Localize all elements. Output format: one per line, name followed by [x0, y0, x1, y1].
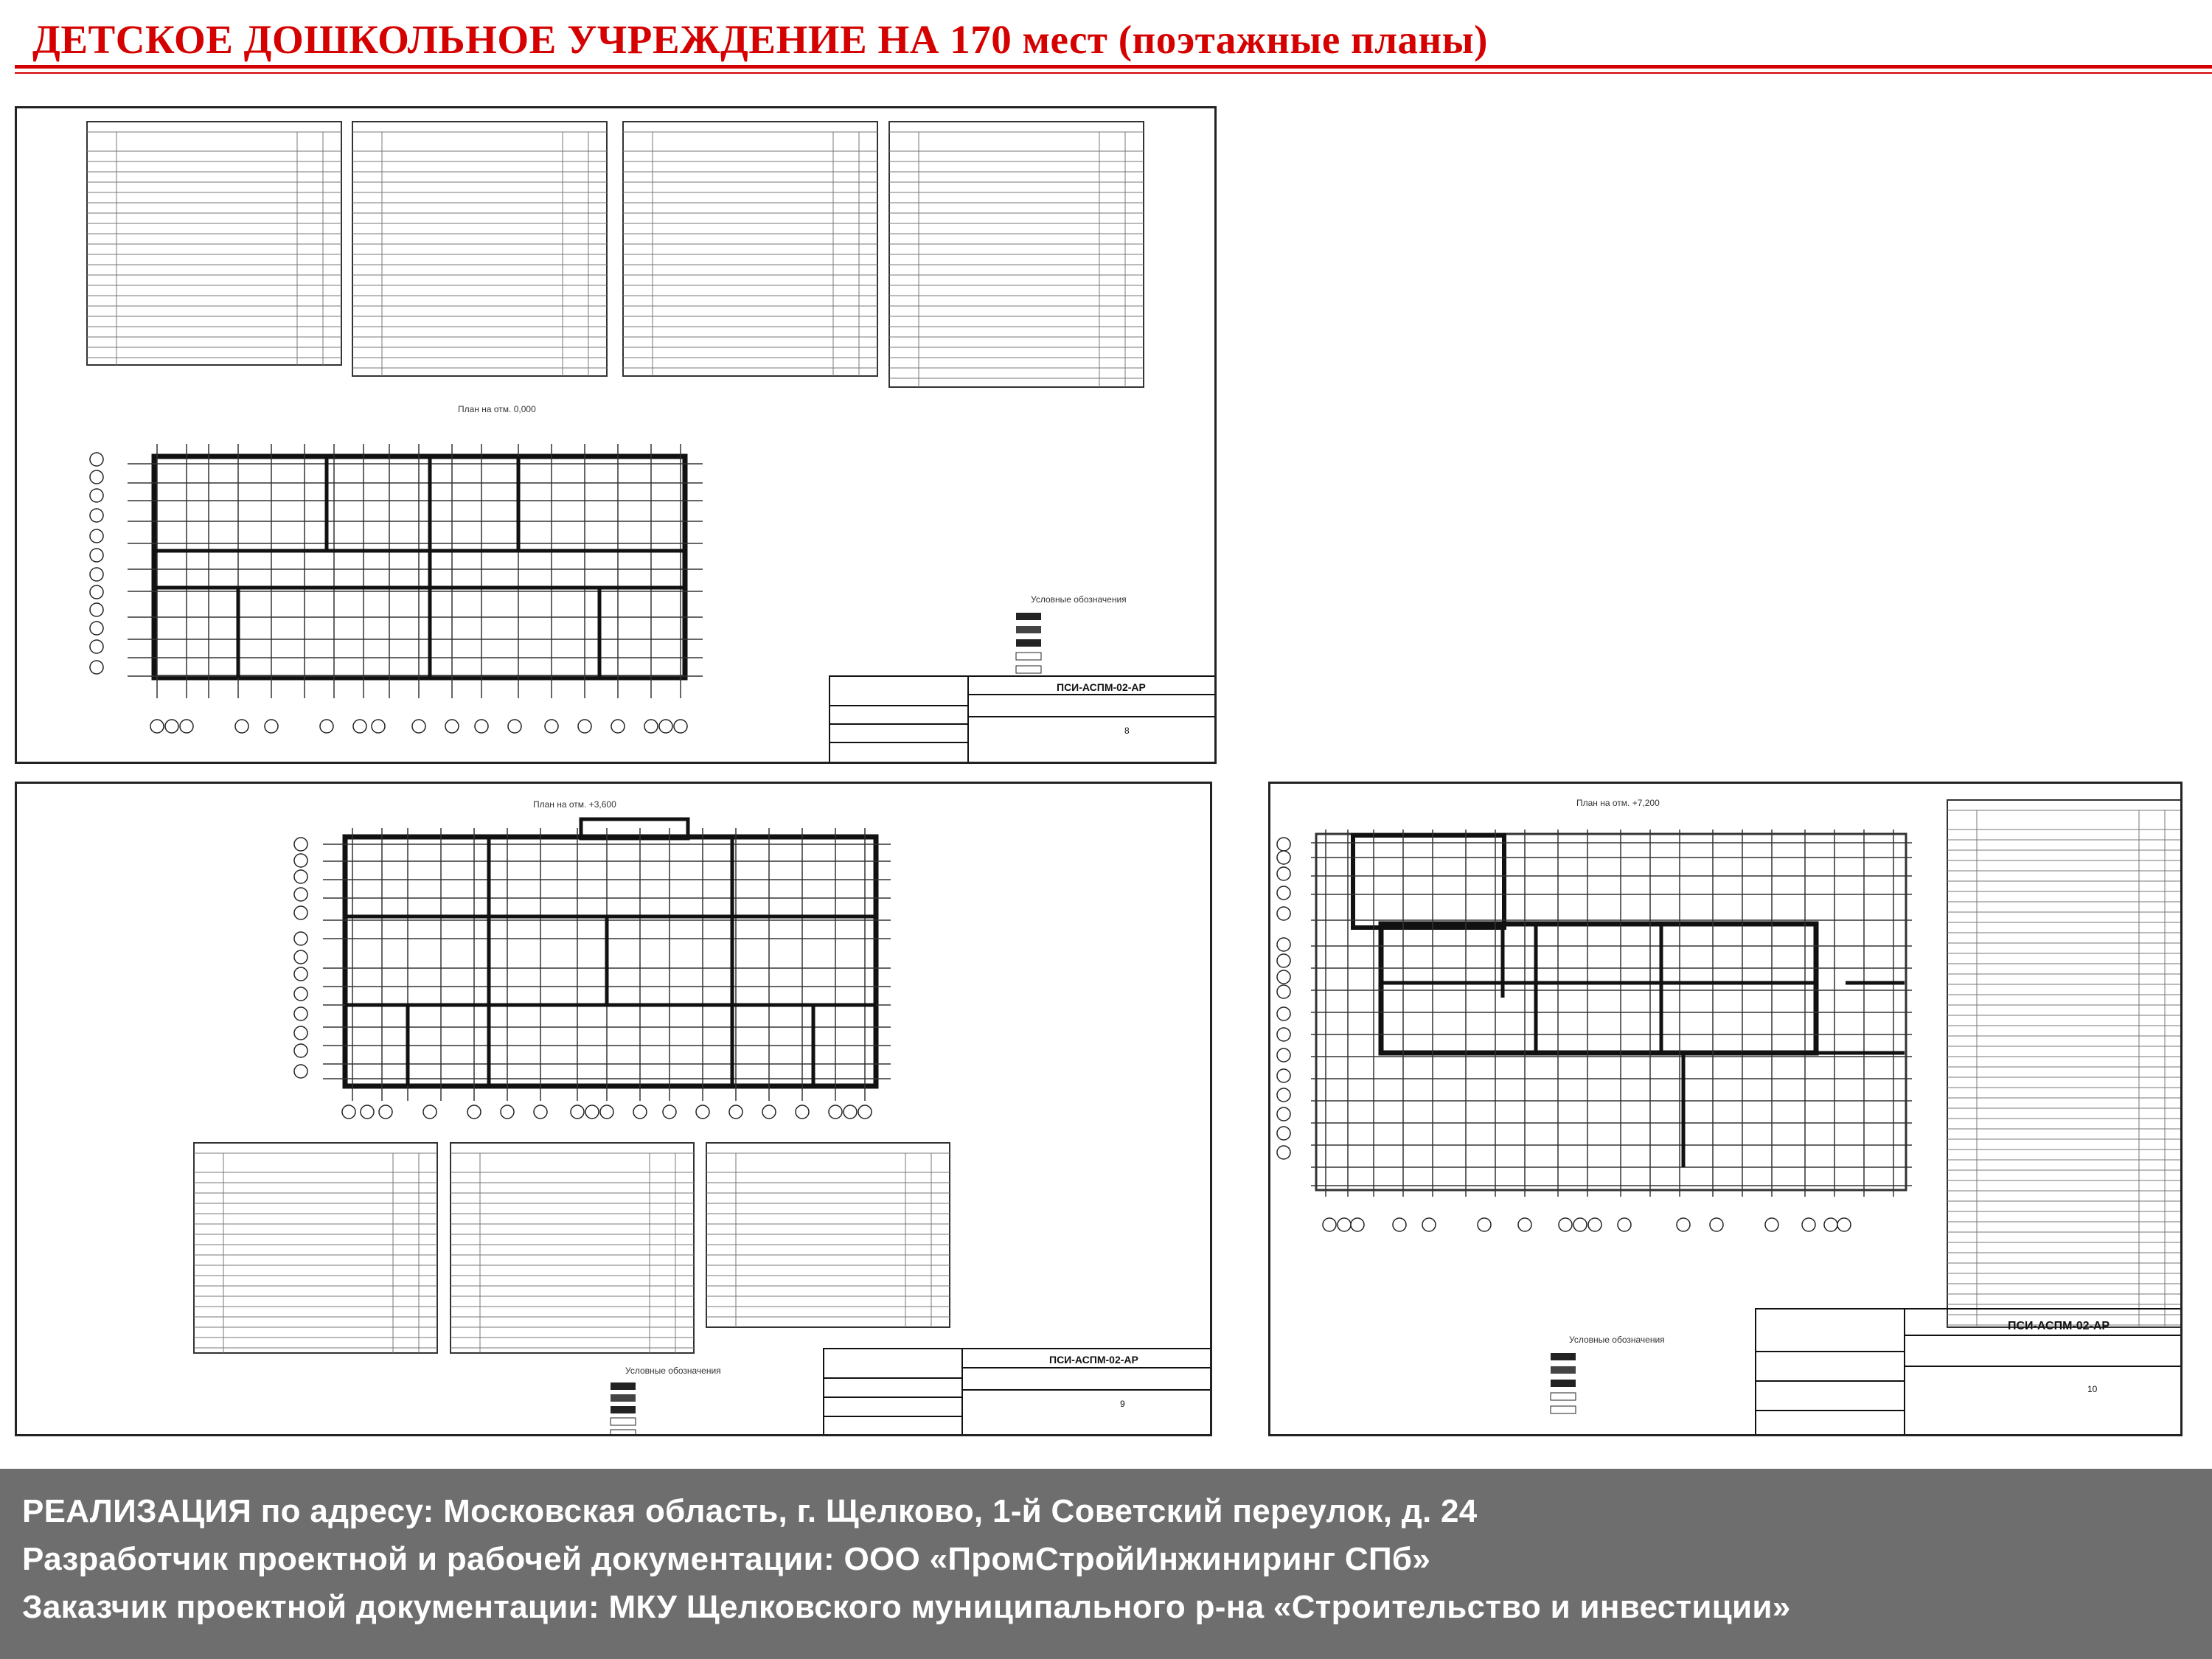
specification-table — [1947, 800, 2183, 1327]
legend-title: Условные обозначения — [1031, 594, 1127, 605]
footer-address: РЕАЛИЗАЦИЯ по адресу: Московская область, г. Щелково, 1-й Советский переулок, д. 24 — [22, 1493, 1478, 1529]
legend — [611, 1366, 721, 1436]
sheet-number: 9 — [1120, 1399, 1125, 1409]
plan-title: План на отм. +7,200 — [1576, 798, 1660, 808]
page-title: ДЕТСКОЕ ДОШКОЛЬНОЕ УЧРЕЖДЕНИЕ НА 170 мест (поэтажные планы) — [32, 17, 1488, 62]
title-underline-thin — [15, 72, 2212, 74]
floor-plan — [1277, 830, 1912, 1231]
legend — [1551, 1335, 1665, 1413]
legend-title: Условные обозначения — [625, 1366, 721, 1376]
stamp-code: ПСИ-АСПМ-02-АР — [2008, 1320, 2110, 1332]
title-block — [830, 676, 1217, 764]
drawing-sheet-second-floor — [15, 782, 1212, 1436]
legend-title: Условные обозначения — [1569, 1335, 1665, 1345]
sheet-number: 8 — [1124, 726, 1130, 736]
floor-plan — [294, 819, 891, 1119]
floor-plan — [90, 444, 703, 733]
plan-title: План на отм. 0,000 — [458, 404, 536, 414]
footer-customer: Заказчик проектной документации: МКУ Щелковского муниципального р-на «Строительство и инвестиции» — [22, 1589, 1791, 1625]
drawing-sheet-roof-level — [1268, 782, 2183, 1436]
title-block — [824, 1349, 1212, 1436]
ground-floor-drawing — [17, 108, 1217, 764]
plan-title: План на отм. +3,600 — [533, 799, 616, 810]
roof-level-drawing — [1270, 784, 2183, 1436]
second-floor-drawing — [17, 784, 1212, 1436]
stamp-code: ПСИ-АСПМ-02-АР — [1057, 681, 1146, 693]
stamp-code: ПСИ-АСПМ-02-АР — [1049, 1354, 1138, 1366]
title-underline — [15, 65, 2212, 69]
drawing-sheet-ground-floor — [15, 106, 1217, 764]
legend — [1016, 594, 1127, 673]
sheet-number: 10 — [2087, 1384, 2098, 1394]
specification-tables — [194, 1143, 950, 1353]
footer-developer: Разработчик проектной и рабочей документации: ООО «ПромСтройИнжиниринг СПб» — [22, 1541, 1431, 1577]
